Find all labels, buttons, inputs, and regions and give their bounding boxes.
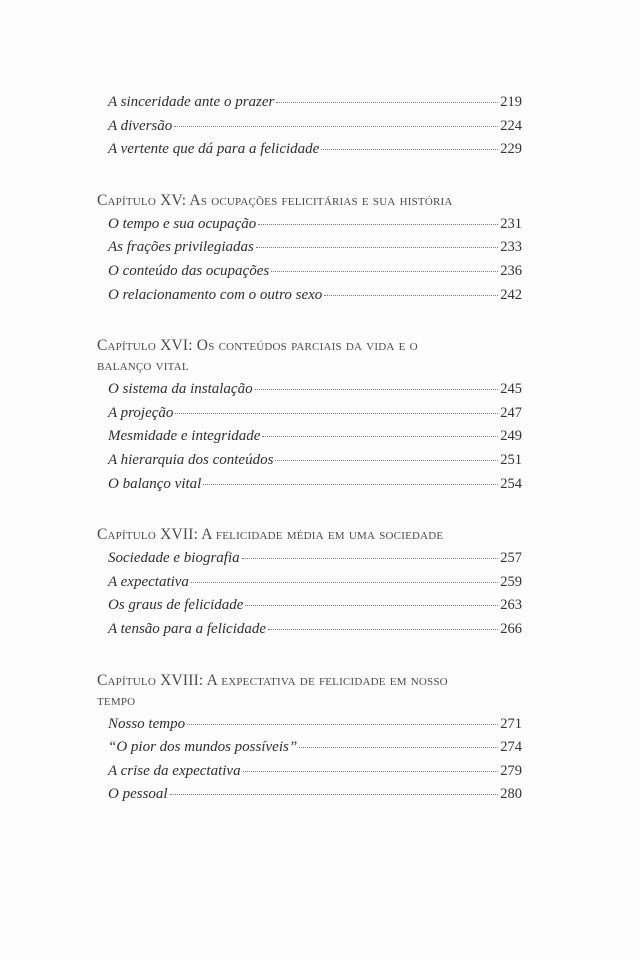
dot-leader: [255, 389, 499, 390]
table-of-contents: [97, 94, 522, 810]
dot-leader: [175, 413, 498, 414]
toc-entry: [108, 763, 522, 787]
dot-leader: [271, 271, 498, 272]
toc-entry: [108, 452, 522, 476]
toc-entry: [108, 621, 522, 645]
toc-entry: [108, 405, 522, 429]
toc-entry-title: O relacionamento com o outro sexo: [108, 286, 323, 303]
toc-entry: [108, 381, 522, 405]
toc-entry-page-number: 263: [500, 597, 522, 614]
toc-entry-page-number: 233: [500, 239, 522, 256]
toc-entry: [108, 94, 522, 118]
toc-entry-title: A vertente que dá para a felicidade: [108, 141, 320, 158]
chapter-section: [97, 671, 522, 810]
dot-leader: [276, 102, 498, 103]
toc-entry: [108, 597, 522, 621]
toc-entry-title: A hierarquia dos conteúdos: [108, 451, 274, 468]
toc-entry-page-number: 242: [500, 286, 522, 303]
toc-entry: [108, 118, 522, 142]
dot-leader: [324, 295, 498, 296]
chapter-entries-list: [97, 550, 522, 644]
chapters-list: [97, 191, 522, 810]
toc-entry: [108, 216, 522, 240]
toc-entry-title: O tempo e sua ocupação: [108, 215, 257, 232]
toc-entry-title: “O pior dos mundos possíveis”: [108, 739, 298, 756]
toc-entry-title: Sociedade e biografia: [108, 550, 240, 567]
toc-entry-title: O conteúdo das ocupações: [108, 262, 270, 279]
dot-leader: [243, 771, 499, 772]
toc-entry-page-number: 259: [500, 573, 522, 590]
toc-entry: [108, 428, 522, 452]
toc-entry-page-number: 280: [500, 786, 522, 803]
toc-entry-page-number: 219: [500, 94, 522, 110]
toc-entry-title: A projeção: [108, 404, 174, 421]
toc-entry-page-number: 245: [500, 381, 522, 398]
chapter-entries-list: [97, 716, 522, 810]
dot-leader: [321, 149, 498, 150]
toc-entry-page-number: 231: [500, 215, 522, 232]
toc-entry-page-number: 271: [500, 715, 522, 732]
dot-leader: [262, 436, 498, 437]
chapter-section: [97, 525, 522, 644]
toc-entry-page-number: 224: [500, 117, 522, 134]
toc-entry-title: Os graus de felicidade: [108, 597, 244, 614]
lead-entries-list: [97, 94, 522, 165]
toc-entry-page-number: 236: [500, 262, 522, 279]
dot-leader: [187, 724, 498, 725]
chapter-title: Capítulo XVI: Os conteúdos parciais da vida e o balanço vital: [97, 337, 418, 375]
dot-leader: [242, 558, 499, 559]
toc-entry-title: Nosso tempo: [108, 715, 186, 732]
toc-entry-page-number: 229: [500, 141, 522, 158]
toc-entry: [108, 476, 522, 500]
chapter-title: Capítulo XVIII: A expectativa de felicidade em nosso tempo: [97, 671, 448, 709]
chapter-section: [97, 336, 522, 499]
toc-entry-title: A crise da expectativa: [108, 762, 241, 779]
toc-entry-page-number: 279: [500, 762, 522, 779]
dot-leader: [174, 126, 498, 127]
chapter-title: Capítulo XV: As ocupações felicitárias e sua história: [97, 191, 453, 209]
toc-entry-title: A diversão: [108, 117, 173, 134]
toc-entry-title: O balanço vital: [108, 475, 202, 492]
toc-entry: [108, 716, 522, 740]
toc-entry: [108, 739, 522, 763]
chapter-section: [97, 191, 522, 310]
toc-entry-page-number: 249: [500, 428, 522, 445]
dot-leader: [256, 247, 498, 248]
toc-entry-title: A expectativa: [108, 573, 189, 590]
dot-leader: [299, 747, 498, 748]
toc-entry-page-number: 251: [500, 451, 522, 468]
chapter-title: Capítulo XVII: A felicidade média em uma sociedade: [97, 526, 444, 544]
toc-entry-page-number: 257: [500, 550, 522, 567]
toc-entry: [108, 287, 522, 311]
toc-entry: [108, 239, 522, 263]
dot-leader: [268, 629, 498, 630]
dot-leader: [258, 224, 498, 225]
dot-leader: [203, 484, 498, 485]
toc-entry-title: A sinceridade ante o prazer: [108, 94, 275, 110]
dot-leader: [275, 460, 498, 461]
dot-leader: [170, 794, 499, 795]
toc-entry-page-number: 266: [500, 620, 522, 637]
toc-entry-title: A tensão para a felicidade: [108, 620, 267, 637]
toc-entry-title: Mesmidade e integridade: [108, 428, 261, 445]
toc-entry-title: O pessoal: [108, 786, 168, 803]
toc-entry-page-number: 247: [500, 404, 522, 421]
toc-entry-page-number: 274: [500, 739, 522, 756]
dot-leader: [245, 605, 498, 606]
chapter-entries-list: [97, 216, 522, 310]
toc-entry: [108, 141, 522, 165]
toc-entry-page-number: 254: [500, 475, 522, 492]
toc-entry-title: As frações privilegiadas: [108, 239, 254, 256]
toc-entry: [108, 574, 522, 598]
toc-entry: [108, 786, 522, 810]
chapter-entries-list: [97, 381, 522, 499]
toc-entry: [108, 550, 522, 574]
toc-entry-title: O sistema da instalação: [108, 381, 253, 398]
dot-leader: [191, 582, 498, 583]
toc-entry: [108, 263, 522, 287]
